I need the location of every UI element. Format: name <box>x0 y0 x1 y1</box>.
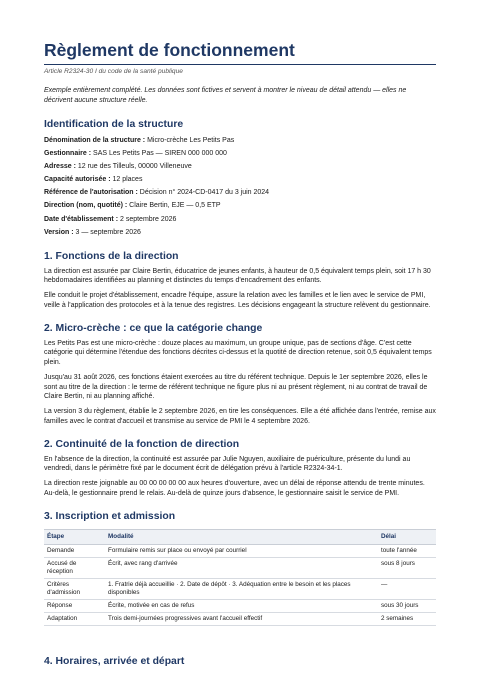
id-value: Claire Bertin, EJE — 0,5 ETP <box>127 202 221 210</box>
section-continuite <box>44 438 436 499</box>
identification-section <box>44 118 436 237</box>
id-label: Direction (nom, quotité) : <box>44 202 128 210</box>
id-row-denomination <box>44 136 436 145</box>
id-label: Capacité autorisée : <box>44 176 111 184</box>
table-cell: toute l'année <box>378 544 436 557</box>
section-paragraph: La version 3 du règlement, établie le 2 septembre 2026, en tire les conséquences. Elle a été affichée dans l'entrée, remise aux familles avec le contrat d'accueil et transmise au service de PMI le 4 septembre 2026. <box>44 408 436 425</box>
table-cell: Adaptation <box>44 612 105 625</box>
legal-reference: Article R2324-30 I du code de la santé publique <box>44 68 183 75</box>
id-value: SAS Les Petits Pas — SIREN 000 000 000 <box>91 150 227 158</box>
section-heading-horaires: 4. Horaires, arrivée et départ <box>44 656 185 667</box>
section-heading: 1. Fonctions de la direction <box>44 250 179 262</box>
id-label: Référence de l'autorisation : <box>44 189 138 197</box>
table-cell: Accusé de réception <box>44 557 105 578</box>
id-label: Adresse : <box>44 163 76 171</box>
column-header: Délai <box>378 529 436 544</box>
id-value: Micro-crèche Les Petits Pas <box>145 137 235 144</box>
id-value: 12 rue des Tilleuls, 00000 Villeneuve <box>75 163 192 171</box>
table-cell: Formulaire remis sur place ou envoyé par courriel <box>105 544 378 557</box>
id-label: Version : <box>44 228 74 236</box>
identification-heading: Identification de la structure <box>44 119 184 130</box>
table-row <box>44 578 436 599</box>
id-value: 3 — septembre 2026 <box>73 228 141 236</box>
id-value: 2 septembre 2026 <box>118 215 177 223</box>
id-row-capacite <box>44 175 436 184</box>
table-cell: Écrit, avec rang d'arrivée <box>105 557 378 578</box>
id-label: Dénomination de la structure : <box>44 137 146 144</box>
column-header: Étape <box>44 529 105 544</box>
section-paragraph: La direction est assurée par Claire Bertin, éducatrice de jeunes enfants, à hauteur de 0,5 équivalent temps plein, soit 17 h 30 hebdomadaires identifiées au planning et distinctes du temps d'encadrement des enfants. <box>44 267 431 285</box>
table-cell: sous 30 jours <box>378 599 436 612</box>
section-heading: 2. Micro-crèche : ce que la catégorie change <box>44 322 263 334</box>
section-inscription <box>44 510 436 626</box>
id-row-date <box>44 215 436 224</box>
table-row <box>44 612 436 625</box>
id-row-version <box>44 228 436 237</box>
section-paragraph: La direction reste joignable au 00 00 00 00 00 aux heures d'ouverture, avec un délai de réponse attendu de trente minutes. Au-delà, le gestionnaire prend le relais. Au-delà de quinze jours d'absence, le gestionnaire saisit le service de PMI. <box>44 480 425 497</box>
id-row-gestionnaire <box>44 149 436 158</box>
id-label: Date d'établissement : <box>44 215 119 223</box>
id-value: 12 places <box>110 176 143 184</box>
id-row-adresse <box>44 162 436 171</box>
table-cell: Demande <box>44 544 105 557</box>
id-row-autorisation <box>44 188 436 197</box>
table-row <box>44 544 436 557</box>
column-header: Modalité <box>105 529 378 544</box>
section-fonctions-direction <box>44 250 436 311</box>
inscription-table <box>44 529 436 626</box>
section-micro-creche <box>44 322 436 427</box>
page-title: Règlement de fonctionnement <box>44 0 436 65</box>
section-paragraph: Les Petits Pas est une micro-crèche : douze places au maximum, un groupe unique, pas de sections d'âge. C'est cette catégorie qui détermine l'étendue des fonctions décrites ci-dessus et la quotité de direction retenue, soit 0,5 équivalent temps plein. <box>44 339 432 366</box>
section-paragraph: Elle conduit le projet d'établissement, encadre l'équipe, assure la relation avec les familles et le lien avec le service de PMI, veille à l'application des protocoles et à la tenue des registres. Les décisions engageant la structure relèvent du gestionnaire. <box>44 292 431 310</box>
table-row <box>44 599 436 612</box>
intro-note: Exemple entièrement complété. Les données sont fictives et servent à montrer le niveau de détail attendu — elles ne décrivent aucune structure réelle. <box>44 87 407 104</box>
table-cell: Écrite, motivée en cas de refus <box>105 599 378 612</box>
table-cell: Réponse <box>44 599 105 612</box>
table-header-row <box>44 529 436 544</box>
table-cell: — <box>378 578 436 599</box>
table-cell: sous 8 jours <box>378 557 436 578</box>
id-label: Gestionnaire : <box>44 150 92 158</box>
section-heading: 2. Continuité de la fonction de direction <box>44 438 240 450</box>
table-cell: Trois demi-journées progressives avant l'accueil effectif <box>105 612 378 625</box>
section-paragraph: En l'absence de la direction, la continuité est assurée par Julie Nguyen, auxiliaire de puériculture, présente du lundi au vendredi, dans le périmètre fixé par le document écrit de délégation prévu à l'article R2324-34-1. <box>44 455 411 473</box>
id-value: Décision n° 2024-CD-0417 du 3 juin 2024 <box>137 189 270 197</box>
table-row <box>44 557 436 578</box>
section-paragraph: Jusqu'au 31 août 2026, ces fonctions étaient exercées au titre du référent technique. Depuis le 1er septembre 2026, elles le sont au titre de la direction : le terme de référent technique ne figure plus ni au présent règlement, ni au contrat de travail de Claire Bertin, ni au planning affiché. <box>44 374 428 401</box>
section-heading: 3. Inscription et admission <box>44 510 176 522</box>
table-cell: 1. Fratrie déjà accueillie · 2. Date de dépôt · 3. Adéquation entre le besoin et les places disponibles <box>105 578 378 599</box>
id-row-direction <box>44 201 436 210</box>
table-cell: 2 semaines <box>378 612 436 625</box>
table-cell: Critères d'admission <box>44 578 105 599</box>
